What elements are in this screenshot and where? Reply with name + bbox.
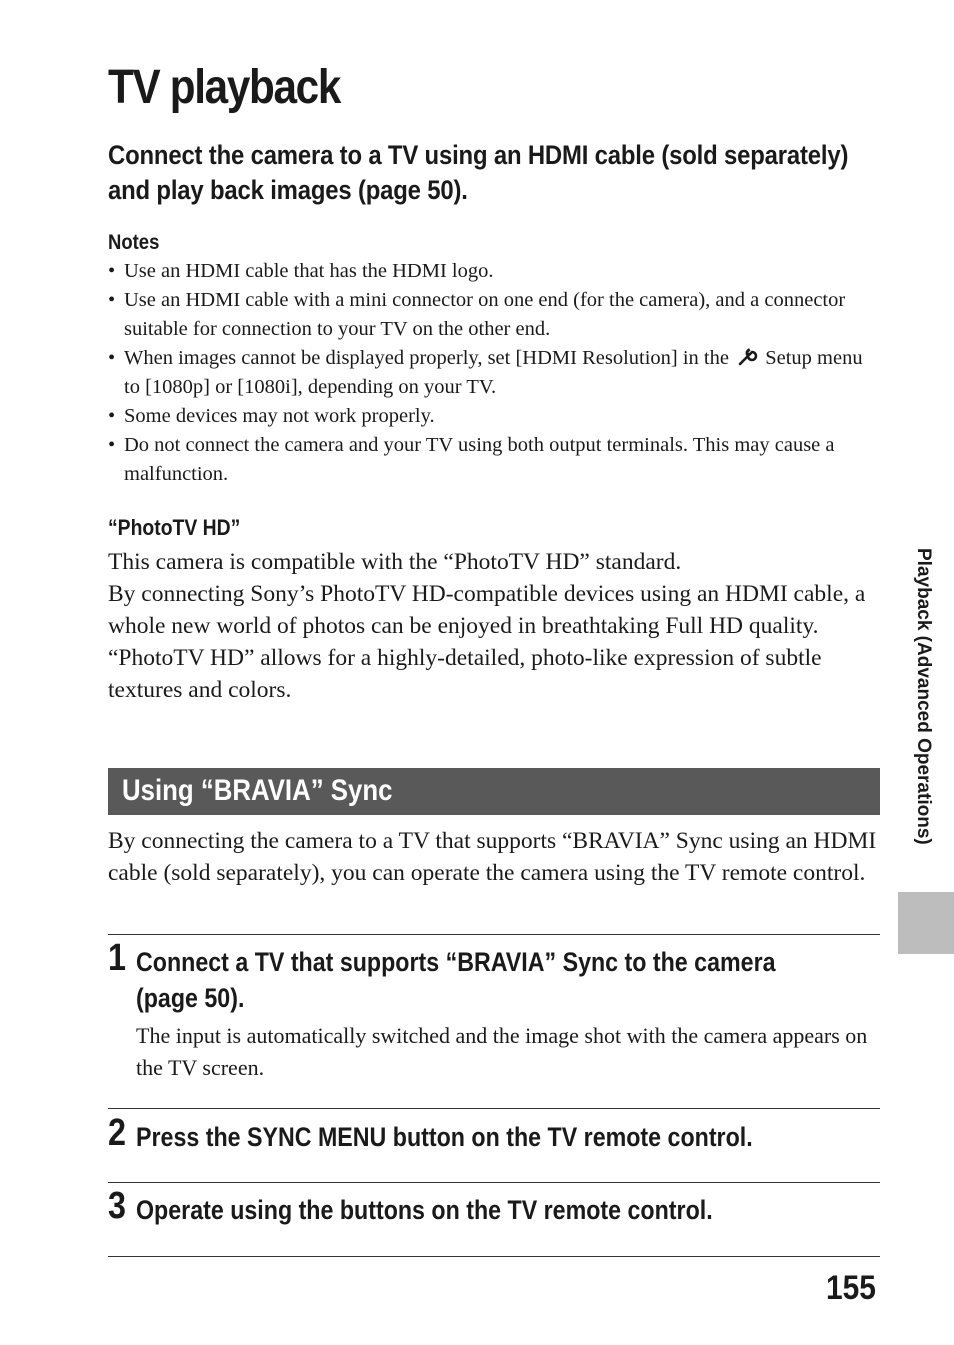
phototv-paragraph: “PhotoTV HD” allows for a highly-detailed, photo-like expression of subtle textures and colors. bbox=[108, 645, 822, 703]
note-text: When images cannot be displayed properly, set [HDMI Resolution] in the bbox=[124, 347, 729, 369]
phototv-heading: “PhotoTV HD” bbox=[108, 515, 241, 540]
side-tab-label: Playback (Advanced Operations) bbox=[913, 548, 934, 845]
page-title: TV playback bbox=[108, 61, 340, 114]
step-title-line: Connect a TV that supports “BRAVIA” Sync to the camera bbox=[136, 947, 776, 977]
step-number: 3 bbox=[108, 1185, 126, 1227]
step-number: 2 bbox=[108, 1112, 126, 1154]
section-title: Using “BRAVIA” Sync bbox=[122, 774, 393, 807]
note-item: • Use an HDMI cable with a mini connector on one end (for the camera), and a connector suitable for connection to your TV on the other end. bbox=[108, 286, 883, 344]
note-item: • Use an HDMI cable that has the HDMI logo. bbox=[108, 257, 883, 286]
step-title: Operate using the buttons on the TV remote control. bbox=[136, 1195, 713, 1225]
side-tab-marker bbox=[898, 892, 954, 954]
step-divider bbox=[108, 1182, 880, 1183]
note-item bbox=[108, 344, 883, 402]
step-divider bbox=[108, 1256, 880, 1257]
step-title bbox=[136, 944, 815, 1016]
wrench-icon bbox=[736, 347, 758, 367]
bravia-intro: By connecting the camera to a TV that supports “BRAVIA” Sync using an HDMI cable (sold separately), you can operate the camera using the TV remote control. bbox=[108, 828, 877, 886]
phototv-paragraph: This camera is compatible with the “PhotoTV HD” standard. bbox=[108, 549, 682, 575]
notes-list bbox=[108, 257, 883, 489]
step-title-line: (page 50). bbox=[136, 983, 245, 1013]
section-header-bar bbox=[108, 768, 880, 815]
step-number: 1 bbox=[108, 937, 126, 979]
step-divider bbox=[108, 1108, 880, 1109]
notes-heading: Notes bbox=[108, 231, 160, 254]
note-item: • Do not connect the camera and your TV using both output terminals. This may cause a malfunction. bbox=[108, 431, 883, 489]
note-item: • Some devices may not work properly. bbox=[108, 402, 883, 431]
page-subtitle: Connect the camera to a TV using an HDMI cable (sold separately) and play back images (page 50). bbox=[108, 140, 849, 205]
note-text: Setup menu to [1080p] or [1080i], depending on your TV. bbox=[124, 347, 863, 398]
step-divider bbox=[108, 934, 880, 935]
step-title: Press the SYNC MENU button on the TV remote control. bbox=[136, 1122, 753, 1152]
page-number: 155 bbox=[826, 1269, 876, 1307]
step-description: The input is automatically switched and the image shot with the camera appears on the TV screen. bbox=[136, 1023, 868, 1080]
phototv-paragraph: By connecting Sony’s PhotoTV HD-compatible devices using an HDMI cable, a whole new world of photos can be enjoyed in breathtaking Full HD quality. bbox=[108, 581, 866, 639]
phototv-body bbox=[108, 546, 883, 706]
